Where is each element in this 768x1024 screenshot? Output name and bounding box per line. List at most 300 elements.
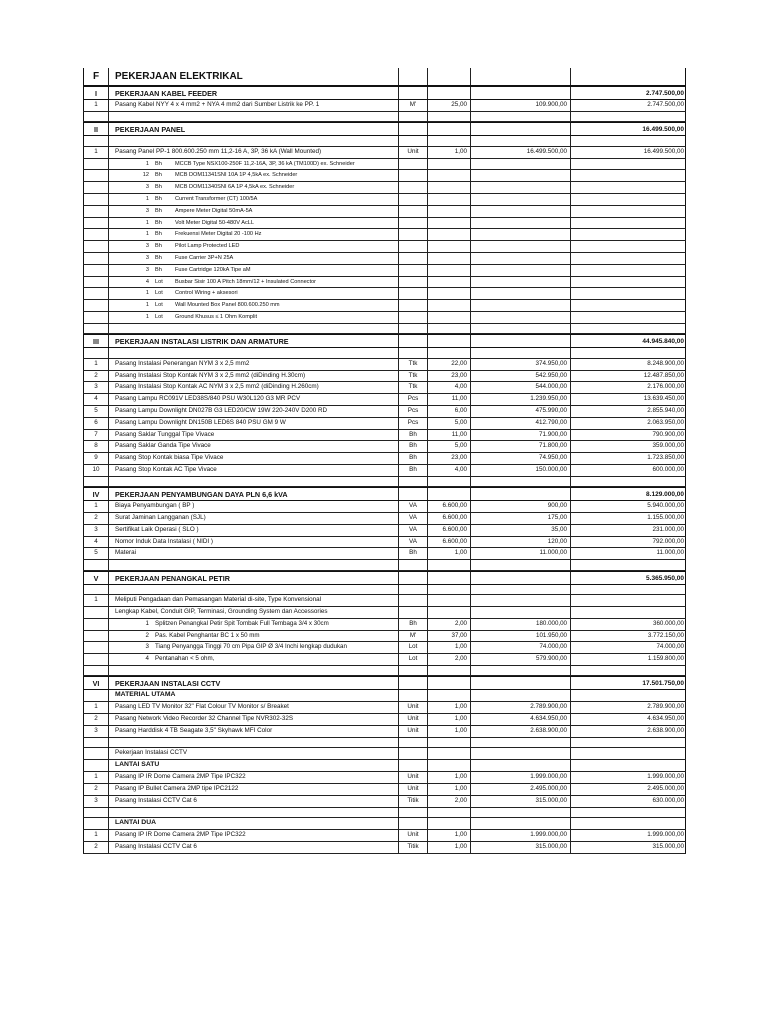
total-cell bbox=[570, 170, 686, 181]
item-number bbox=[83, 348, 108, 358]
quantity-cell bbox=[427, 206, 470, 217]
unit-price-cell bbox=[470, 738, 570, 748]
sub-description: Tiang Penyangga Tinggi 70 cm Pipa GIP Ø 3/4 Inchi lengkap dudukan bbox=[155, 643, 347, 651]
total-cell: 1.155.000,00 bbox=[570, 513, 686, 524]
total-cell: 12.487.850,00 bbox=[570, 371, 686, 382]
sub-quantity: 1 bbox=[145, 231, 149, 238]
unit-price-cell bbox=[470, 572, 570, 584]
item-description bbox=[108, 666, 398, 676]
unit-cell bbox=[398, 229, 427, 240]
item-number bbox=[83, 607, 108, 618]
unit-cell: Ttk bbox=[398, 382, 427, 393]
table-row bbox=[83, 312, 686, 324]
unit-cell: Unit bbox=[398, 714, 427, 725]
total-cell bbox=[570, 348, 686, 358]
unit-cell bbox=[398, 241, 427, 252]
table-row bbox=[83, 513, 686, 525]
item-description bbox=[108, 619, 398, 630]
unit-cell bbox=[398, 288, 427, 299]
table-row bbox=[83, 842, 686, 854]
total-cell: 13.639.450,00 bbox=[570, 394, 686, 405]
sub-description: Control Wiring + aksesori bbox=[175, 290, 238, 297]
unit-price-cell bbox=[470, 607, 570, 618]
total-cell bbox=[570, 738, 686, 748]
unit-price-cell bbox=[470, 335, 570, 347]
total-cell: 790.900,00 bbox=[570, 430, 686, 441]
item-number: 3 bbox=[83, 382, 108, 393]
unit-cell bbox=[398, 324, 427, 334]
total-cell bbox=[570, 218, 686, 229]
quantity-cell: 6.600,00 bbox=[427, 501, 470, 512]
total-cell bbox=[570, 818, 686, 829]
unit-price-cell bbox=[470, 312, 570, 323]
price-cell bbox=[470, 68, 570, 85]
sub-quantity: 1 bbox=[145, 302, 149, 309]
table-row bbox=[83, 818, 686, 830]
unit-price-cell bbox=[470, 206, 570, 217]
item-number: V bbox=[83, 572, 108, 584]
item-description bbox=[108, 253, 398, 264]
sub-unit: Lot bbox=[155, 278, 163, 285]
sub-unit: Lot bbox=[155, 302, 163, 309]
item-description bbox=[108, 159, 398, 170]
item-description: Pasang Instalasi Stop Kontak NYM 3 x 2,5 mm2 (diDinding H.30cm) bbox=[108, 371, 398, 382]
unit-price-cell bbox=[470, 182, 570, 193]
quantity-cell: 1,00 bbox=[427, 147, 470, 158]
table-row bbox=[83, 253, 686, 265]
unit-cell: Ttk bbox=[398, 371, 427, 382]
unit-cell bbox=[398, 68, 427, 85]
item-description: Pasang LED TV Monitor 32" Flat Colour TV Monitor s/ Breaket bbox=[108, 702, 398, 713]
sub-description: MCB DOM11341SNI 10A 1P 4,5kA ex. Schneider bbox=[175, 172, 298, 179]
quantity-cell bbox=[427, 288, 470, 299]
blank-row bbox=[83, 738, 686, 749]
quantity-cell bbox=[427, 690, 470, 701]
item-number: 5 bbox=[83, 548, 108, 559]
sub-description: Busbar Sisir 100 A Pitch 18mm/12 + Insulated Connector bbox=[175, 278, 317, 285]
unit-price-cell: 175,00 bbox=[470, 513, 570, 524]
table-row bbox=[83, 595, 686, 607]
item-number: 9 bbox=[83, 453, 108, 464]
table-row bbox=[83, 382, 686, 394]
unit-price-cell: 475.990,00 bbox=[470, 406, 570, 417]
total-cell: 8.248.900,00 bbox=[570, 359, 686, 370]
quantity-cell: 5,00 bbox=[427, 418, 470, 429]
blank-row bbox=[83, 112, 686, 123]
item-description: LANTAI SATU bbox=[108, 760, 398, 771]
quantity-cell: 11,00 bbox=[427, 430, 470, 441]
unit-price-cell: 2.789.900,00 bbox=[470, 702, 570, 713]
total-cell bbox=[570, 265, 686, 276]
unit-cell bbox=[398, 112, 427, 122]
total-cell bbox=[570, 241, 686, 252]
unit-price-cell bbox=[470, 595, 570, 606]
table-row bbox=[83, 170, 686, 182]
sub-number: 4 bbox=[145, 655, 149, 663]
total-cell bbox=[570, 324, 686, 334]
unit-price-cell bbox=[470, 277, 570, 288]
sub-description: Frekuensi Meter Digital 20 -100 Hz bbox=[175, 231, 262, 238]
table-row bbox=[83, 418, 686, 430]
unit-cell bbox=[398, 760, 427, 771]
item-description: Sertifikat Laik Operasi ( SLO ) bbox=[108, 525, 398, 536]
unit-price-cell: 1.999.000,00 bbox=[470, 830, 570, 841]
unit-price-cell: 74.000,00 bbox=[470, 642, 570, 653]
total-cell: 2.747.500,00 bbox=[570, 100, 686, 111]
unit-price-cell bbox=[470, 288, 570, 299]
unit-cell: Ttk bbox=[398, 359, 427, 370]
item-number bbox=[83, 312, 108, 323]
quantity-cell: 1,00 bbox=[427, 702, 470, 713]
quantity-cell: 2,00 bbox=[427, 654, 470, 665]
table-row bbox=[83, 241, 686, 253]
table-row bbox=[83, 359, 686, 371]
title-label: PEKERJAAN ELEKTRIKAL bbox=[108, 68, 398, 85]
unit-price-cell bbox=[470, 218, 570, 229]
unit-cell: VA bbox=[398, 501, 427, 512]
unit-cell bbox=[398, 607, 427, 618]
item-number: 1 bbox=[83, 595, 108, 606]
unit-cell bbox=[398, 265, 427, 276]
unit-cell: VA bbox=[398, 525, 427, 536]
quantity-cell bbox=[427, 572, 470, 584]
table-row bbox=[83, 796, 686, 808]
unit-cell bbox=[398, 182, 427, 193]
item-number bbox=[83, 182, 108, 193]
quantity-cell: 6,00 bbox=[427, 406, 470, 417]
item-description: Pasang Kabel NYY 4 x 4 mm2 + NYA 4 mm2 dari Sumber Listrik ke PP. 1 bbox=[108, 100, 398, 111]
total-cell: 11.000,00 bbox=[570, 548, 686, 559]
unit-price-cell: 544.000,00 bbox=[470, 382, 570, 393]
item-description: Pasang Instalasi CCTV Cat 6 bbox=[108, 842, 398, 853]
sub-unit: Bh bbox=[155, 243, 162, 250]
quantity-cell: 4,00 bbox=[427, 465, 470, 476]
item-number: 1 bbox=[83, 147, 108, 158]
total-cell: 600.000,00 bbox=[570, 465, 686, 476]
unit-cell bbox=[398, 738, 427, 748]
blank-row bbox=[83, 808, 686, 819]
unit-cell: Bh bbox=[398, 548, 427, 559]
unit-price-cell: 1.239.950,00 bbox=[470, 394, 570, 405]
item-description bbox=[108, 477, 398, 487]
total-cell bbox=[570, 666, 686, 676]
item-description: Surat Jaminan Langganan (SJL) bbox=[108, 513, 398, 524]
unit-cell bbox=[398, 300, 427, 311]
quantity-cell: 2,00 bbox=[427, 619, 470, 630]
unit-cell bbox=[398, 595, 427, 606]
quantity-cell bbox=[427, 123, 470, 135]
item-number bbox=[83, 253, 108, 264]
unit-cell: Pcs bbox=[398, 394, 427, 405]
table-row bbox=[83, 147, 686, 159]
quantity-cell bbox=[427, 595, 470, 606]
item-number bbox=[83, 818, 108, 829]
item-description: MATERIAL UTAMA bbox=[108, 690, 398, 701]
quantity-cell: 11,00 bbox=[427, 394, 470, 405]
item-description bbox=[108, 312, 398, 323]
section-total: 2.747.500,00 bbox=[570, 87, 686, 99]
sub-description: Splitzen Penangkal Petir Spit Tombak Full Tembaga 3/4 x 30cm bbox=[155, 619, 329, 627]
item-number bbox=[83, 560, 108, 570]
unit-cell: Lot bbox=[398, 654, 427, 665]
item-number bbox=[83, 690, 108, 701]
unit-price-cell bbox=[470, 348, 570, 358]
unit-price-cell: 74.950,00 bbox=[470, 453, 570, 464]
quantity-cell bbox=[427, 335, 470, 347]
quantity-cell bbox=[427, 477, 470, 487]
table-row bbox=[83, 371, 686, 383]
unit-price-cell bbox=[470, 194, 570, 205]
unit-cell bbox=[398, 560, 427, 570]
total-cell bbox=[570, 288, 686, 299]
item-number: III bbox=[83, 335, 108, 347]
unit-cell bbox=[398, 477, 427, 487]
total-cell bbox=[570, 159, 686, 170]
quantity-cell bbox=[427, 253, 470, 264]
table-row bbox=[83, 525, 686, 537]
sub-quantity: 12 bbox=[142, 172, 149, 179]
sub-unit: Bh bbox=[155, 266, 162, 273]
quantity-cell: 1,00 bbox=[427, 772, 470, 783]
sub-quantity: 3 bbox=[145, 207, 149, 214]
blank-row bbox=[83, 666, 686, 677]
unit-cell: VA bbox=[398, 537, 427, 548]
section-total: 8.129.000,00 bbox=[570, 488, 686, 500]
table-row bbox=[83, 394, 686, 406]
total-cell bbox=[570, 595, 686, 606]
item-number: 2 bbox=[83, 513, 108, 524]
total-cell bbox=[570, 760, 686, 771]
sub-description: Pentanahan < 5 ohm, bbox=[155, 655, 215, 663]
sub-quantity: 1 bbox=[145, 160, 149, 167]
table-row bbox=[83, 537, 686, 549]
cost-estimate-table bbox=[83, 68, 686, 854]
item-description: Pasang Saklar Ganda Tipe Vivace bbox=[108, 441, 398, 452]
item-description: Pasang IP IR Dome Camera 2MP Tipe IPC322 bbox=[108, 772, 398, 783]
section-title: PEKERJAAN PENYAMBUNGAN DAYA PLN 6,6 kVA bbox=[108, 488, 398, 500]
quantity-cell bbox=[427, 818, 470, 829]
unit-price-cell: 579.900,00 bbox=[470, 654, 570, 665]
quantity-cell bbox=[427, 229, 470, 240]
total-cell bbox=[570, 690, 686, 701]
total-cell: 1.723.850,00 bbox=[570, 453, 686, 464]
sub-description: Ground Khusus ≤ 1 Ohm Komplit bbox=[175, 313, 258, 320]
unit-price-cell: 35,00 bbox=[470, 525, 570, 536]
quantity-cell bbox=[427, 182, 470, 193]
table-row bbox=[83, 159, 686, 171]
unit-cell bbox=[398, 312, 427, 323]
table-row bbox=[83, 714, 686, 726]
unit-cell: Unit bbox=[398, 772, 427, 783]
item-number bbox=[83, 760, 108, 771]
sub-unit: Bh bbox=[155, 195, 162, 202]
table-row bbox=[83, 501, 686, 513]
table-row bbox=[83, 619, 686, 631]
total-cell: 231.000,00 bbox=[570, 525, 686, 536]
quantity-cell: 22,00 bbox=[427, 359, 470, 370]
total-cell: 2.176.000,00 bbox=[570, 382, 686, 393]
quantity-cell: 23,00 bbox=[427, 371, 470, 382]
item-description: Pasang Saklar Tunggal Tipe Vivace bbox=[108, 430, 398, 441]
item-number: 7 bbox=[83, 430, 108, 441]
item-number bbox=[83, 112, 108, 122]
item-number bbox=[83, 300, 108, 311]
unit-cell: Bh bbox=[398, 430, 427, 441]
unit-cell: Unit bbox=[398, 147, 427, 158]
total-cell: 2.063.950,00 bbox=[570, 418, 686, 429]
section-total: 44.945.840,00 bbox=[570, 335, 686, 347]
unit-price-cell: 900,00 bbox=[470, 501, 570, 512]
unit-cell bbox=[398, 690, 427, 701]
item-description: Pasang Panel PP-1 800.600.250 mm 11,2-16 A, 3P, 36 kA (Wall Mounted) bbox=[108, 147, 398, 158]
item-number bbox=[83, 808, 108, 818]
section-total: 5.365.950,00 bbox=[570, 572, 686, 584]
total-cell: 2.789.900,00 bbox=[570, 702, 686, 713]
item-number: I bbox=[83, 87, 108, 99]
quantity-cell: 25,00 bbox=[427, 100, 470, 111]
item-description bbox=[108, 265, 398, 276]
item-number: 3 bbox=[83, 525, 108, 536]
section-row bbox=[83, 487, 686, 501]
unit-price-cell bbox=[470, 748, 570, 759]
total-cell bbox=[570, 136, 686, 146]
table-row bbox=[83, 772, 686, 784]
sub-quantity: 1 bbox=[145, 290, 149, 297]
section-row bbox=[83, 86, 686, 100]
item-number: 4 bbox=[83, 394, 108, 405]
unit-cell: Bh bbox=[398, 441, 427, 452]
unit-price-cell: 71.900,00 bbox=[470, 430, 570, 441]
table-row bbox=[83, 465, 686, 477]
total-cell bbox=[570, 206, 686, 217]
table-row bbox=[83, 548, 686, 560]
total-cell bbox=[570, 253, 686, 264]
item-description bbox=[108, 300, 398, 311]
quantity-cell: 6.600,00 bbox=[427, 537, 470, 548]
table-row bbox=[83, 406, 686, 418]
table-row bbox=[83, 430, 686, 442]
item-number bbox=[83, 477, 108, 487]
total-cell: 74.000,00 bbox=[570, 642, 686, 653]
item-description: Pasang Stop Kontak AC Tipe Vivace bbox=[108, 465, 398, 476]
quantity-cell bbox=[427, 808, 470, 818]
unit-price-cell bbox=[470, 477, 570, 487]
quantity-cell bbox=[427, 748, 470, 759]
item-description: Pasang Lampu Downlight DN150B LED6S 840 PSU GM 9 W bbox=[108, 418, 398, 429]
sub-unit: Bh bbox=[155, 207, 162, 214]
table-row bbox=[83, 300, 686, 312]
total-cell: 792.000,00 bbox=[570, 537, 686, 548]
item-number: 1 bbox=[83, 702, 108, 713]
total-cell: 2.495.000,00 bbox=[570, 784, 686, 795]
quantity-cell bbox=[427, 348, 470, 358]
item-description bbox=[108, 738, 398, 748]
quantity-cell: 1,00 bbox=[427, 784, 470, 795]
quantity-cell bbox=[427, 87, 470, 99]
quantity-cell bbox=[427, 607, 470, 618]
total-cell bbox=[570, 182, 686, 193]
total-cell bbox=[570, 300, 686, 311]
total-cell: 3.772.150,00 bbox=[570, 631, 686, 642]
item-description bbox=[108, 631, 398, 642]
unit-cell: Bh bbox=[398, 465, 427, 476]
sub-number: 3 bbox=[145, 643, 149, 651]
quantity-cell: 5,00 bbox=[427, 441, 470, 452]
unit-price-cell bbox=[470, 87, 570, 99]
item-description: Pasang IP IR Dome Camera 2MP Tipe IPC322 bbox=[108, 830, 398, 841]
unit-price-cell: 315.000,00 bbox=[470, 842, 570, 853]
quantity-cell: 2,00 bbox=[427, 796, 470, 807]
quantity-cell bbox=[427, 194, 470, 205]
quantity-cell: 6.600,00 bbox=[427, 513, 470, 524]
item-number: 1 bbox=[83, 501, 108, 512]
item-description bbox=[108, 206, 398, 217]
unit-price-cell: 412.790,00 bbox=[470, 418, 570, 429]
quantity-cell: 6.600,00 bbox=[427, 525, 470, 536]
table-row bbox=[83, 229, 686, 241]
section-title: PEKERJAAN INSTALASI CCTV bbox=[108, 677, 398, 689]
item-description: LANTAI DUA bbox=[108, 818, 398, 829]
item-number bbox=[83, 241, 108, 252]
unit-price-cell bbox=[470, 760, 570, 771]
quantity-cell bbox=[427, 585, 470, 595]
unit-price-cell bbox=[470, 159, 570, 170]
total-cell: 1.159.800,00 bbox=[570, 654, 686, 665]
total-cell bbox=[570, 477, 686, 487]
table-row bbox=[83, 453, 686, 465]
item-number bbox=[83, 288, 108, 299]
sub-unit: Bh bbox=[155, 172, 162, 179]
unit-cell bbox=[398, 253, 427, 264]
item-number: 1 bbox=[83, 830, 108, 841]
sub-unit: Bh bbox=[155, 219, 162, 226]
total-cell: 359.000,00 bbox=[570, 441, 686, 452]
unit-cell bbox=[398, 572, 427, 584]
item-description: Biaya Penyambungan ( BP ) bbox=[108, 501, 398, 512]
section-title: PEKERJAAN PENANGKAL PETIR bbox=[108, 572, 398, 584]
table-row bbox=[83, 206, 686, 218]
quantity-cell bbox=[427, 300, 470, 311]
table-row bbox=[83, 690, 686, 702]
unit-price-cell bbox=[470, 690, 570, 701]
total-cell: 1.999.000,00 bbox=[570, 772, 686, 783]
blank-row bbox=[83, 348, 686, 359]
blank-row bbox=[83, 585, 686, 596]
table-row bbox=[83, 642, 686, 654]
unit-price-cell: 11.000,00 bbox=[470, 548, 570, 559]
sub-description: Ampere Meter Digital 50mA-5A bbox=[175, 207, 253, 214]
sub-description: MCB DOM11340SNI 6A 1P 4,5kA ex. Schneider bbox=[175, 184, 295, 191]
total-cell: 2.638.900,00 bbox=[570, 726, 686, 737]
unit-price-cell: 71.800,00 bbox=[470, 441, 570, 452]
item-description: Pasang Lampu RC091V LED38S/840 PSU W30L120 G3 MR PCV bbox=[108, 394, 398, 405]
sub-description: MCCB Type NSX100-250F 11,2-16A, 3P, 36 kA (TM100D) ex. Schneider bbox=[175, 160, 355, 167]
item-number: 2 bbox=[83, 784, 108, 795]
item-number: IV bbox=[83, 488, 108, 500]
quantity-cell: 23,00 bbox=[427, 453, 470, 464]
item-number bbox=[83, 206, 108, 217]
blank-row bbox=[83, 560, 686, 571]
total-cell: 5.940.000,00 bbox=[570, 501, 686, 512]
sub-quantity: 4 bbox=[145, 278, 149, 285]
sub-unit: Bh bbox=[155, 184, 162, 191]
unit-cell bbox=[398, 136, 427, 146]
unit-price-cell: 4.634.950,00 bbox=[470, 714, 570, 725]
sub-description: Wall Mounted Box Panel 800.600.250 mm bbox=[175, 302, 280, 309]
sub-quantity: 1 bbox=[145, 219, 149, 226]
item-description bbox=[108, 112, 398, 122]
unit-cell: Lot bbox=[398, 642, 427, 653]
